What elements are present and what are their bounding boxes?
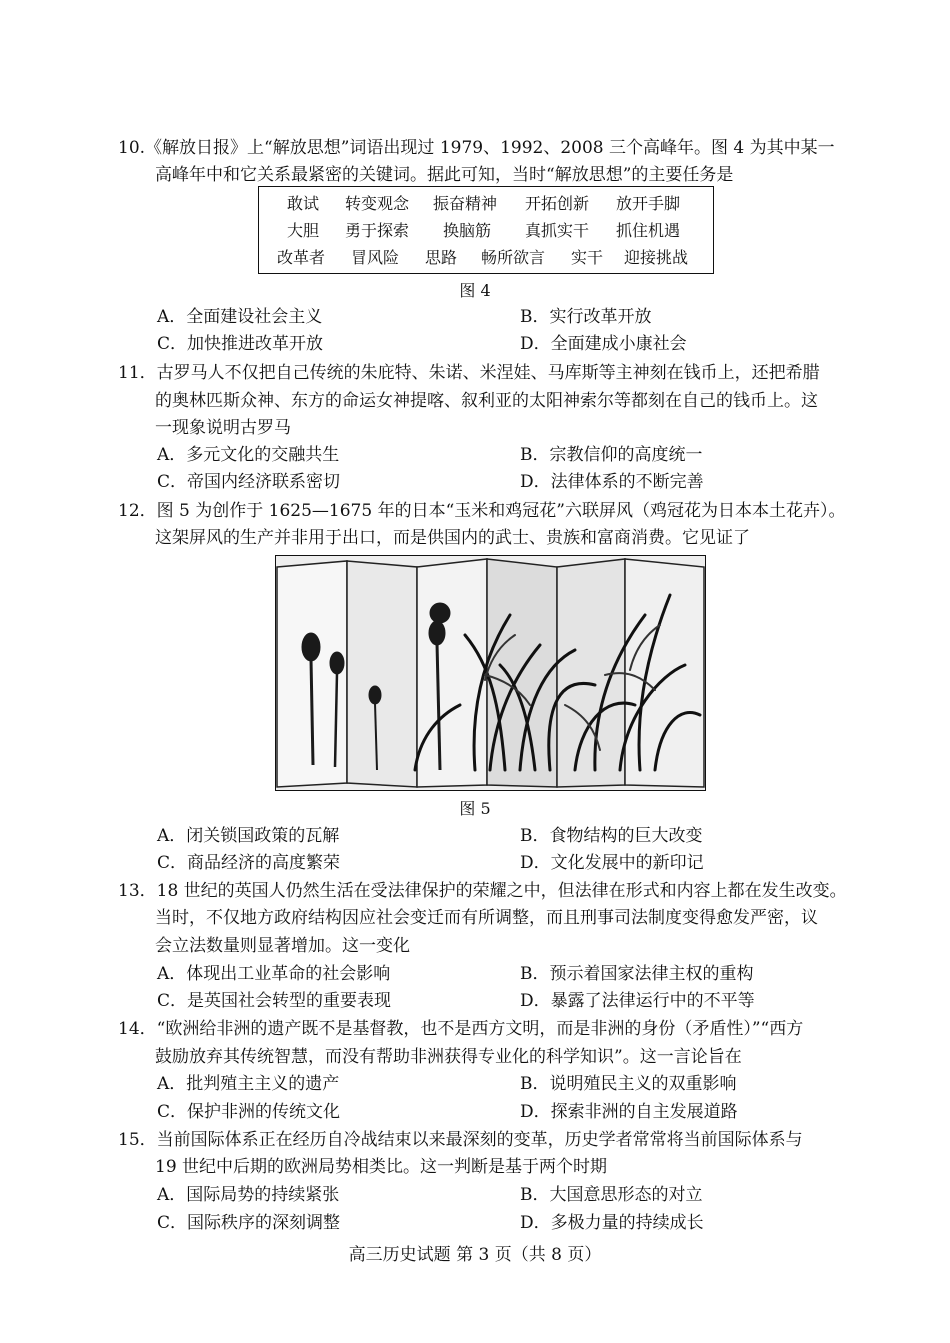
keyword: 大胆 <box>287 221 320 240</box>
figure-4-caption: 图 4 <box>459 281 491 300</box>
q13-stem-line2: 当时，不仅地方政府结构因应社会变迁而有所调整，而且刑事司法制度变得愈发严密，议 <box>155 908 818 928</box>
folding-screen-illustration <box>275 555 706 791</box>
figure-4-keyword-box <box>258 186 714 274</box>
q11-stem-line1: 11．古罗马人不仅把自己传统的朱庇特、朱诺、米涅娃、马库斯等主神刻在钱币上，还把希腊 <box>118 363 820 383</box>
keyword: 抓住机遇 <box>616 221 681 240</box>
keyword-row-2 <box>259 218 715 244</box>
q15-option-c: C．国际秩序的深刻调整 <box>157 1213 341 1233</box>
q11-stem-line2: 的奥林匹斯众神、东方的命运女神提喀、叙利亚的太阳神索尔等都刻在自己的钱币上。这 <box>155 391 818 411</box>
q10-option-c: C．加快推进改革开放 <box>157 334 324 354</box>
q11-option-d: D．法律体系的不断完善 <box>520 472 704 492</box>
q10-option-a: A．全面建设社会主义 <box>157 307 323 327</box>
q14-option-d: D．探索非洲的自主发展道路 <box>520 1102 738 1122</box>
q14-option-a: A．批判殖主主义的遗产 <box>157 1074 340 1094</box>
keyword-row-3 <box>259 245 715 271</box>
keyword: 思路 <box>425 248 458 267</box>
q11-option-c: C．帝国内经济联系密切 <box>157 472 341 492</box>
q13-option-c: C．是英国社会转型的重要表现 <box>157 991 392 1011</box>
keyword: 实干 <box>571 248 604 267</box>
keyword: 迎接挑战 <box>624 248 689 267</box>
q11-stem-line3: 一现象说明古罗马 <box>155 418 291 438</box>
q14-stem-line1: 14．“欧洲给非洲的遗产既不是基督教，也不是西方文明，而是非洲的身份（矛盾性）”“西方 <box>118 1019 804 1039</box>
folding-screen-image <box>275 555 706 791</box>
q11-option-b: B．宗教信仰的高度统一 <box>520 445 703 465</box>
keyword-row-1 <box>259 191 715 217</box>
q15-option-d: D．多极力量的持续成长 <box>520 1213 704 1233</box>
keyword: 敢试 <box>287 194 320 213</box>
keyword: 冒风险 <box>351 248 400 267</box>
q15-stem-line2: 19 世纪中后期的欧洲局势相类比。这一判断是基于两个时期 <box>155 1157 608 1177</box>
q10-option-d: D．全面建成小康社会 <box>520 334 687 354</box>
q11-option-a: A．多元文化的交融共生 <box>157 445 340 465</box>
q15-option-b: B．大国意思形态的对立 <box>520 1185 703 1205</box>
q15-stem-line1: 15．当前国际体系正在经历自冷战结束以来最深刻的变革，历史学者常常将当前国际体系与 <box>118 1130 803 1150</box>
q12-stem-line1: 12．图 5 为创作于 1625—1675 年的日本“玉米和鸡冠花”六联屏风（鸡冠花为日本本土花卉）。 <box>118 501 846 521</box>
q14-stem-line2: 鼓励放弃其传统智慧，而没有帮助非洲获得专业化的科学知识”。这一言论旨在 <box>155 1047 742 1067</box>
q14-option-b: B．说明殖民主义的双重影响 <box>520 1074 737 1094</box>
q12-stem-line2: 这架屏风的生产并非用于出口，而是供国内的武士、贵族和富商消费。它见证了 <box>155 528 750 548</box>
q14-option-c: C．保护非洲的传统文化 <box>157 1102 341 1122</box>
q13-option-d: D．暴露了法律运行中的不平等 <box>520 991 755 1011</box>
keyword: 转变观念 <box>345 194 410 213</box>
q13-stem-line3: 会立法数量则显著增加。这一变化 <box>155 936 410 956</box>
keyword: 勇于探索 <box>345 221 410 240</box>
q12-option-a: A．闭关锁国政策的瓦解 <box>157 826 340 846</box>
q10-option-b: B．实行改革开放 <box>520 307 652 327</box>
keyword: 真抓实干 <box>525 221 590 240</box>
keyword: 振奋精神 <box>433 194 498 213</box>
keyword: 改革者 <box>277 248 326 267</box>
q12-option-b: B．食物结构的巨大改变 <box>520 826 703 846</box>
keyword: 开拓创新 <box>525 194 590 213</box>
q10-stem-line1: 10.《解放日报》上“解放思想”词语出现过 1979、1992、2008 三个高峰年。图 4 为其中某一 <box>118 138 835 158</box>
q12-option-d: D．文化发展中的新印记 <box>520 853 704 873</box>
q10-stem-line2: 高峰年中和它关系最紧密的关键词。据此可知，当时“解放思想”的主要任务是 <box>155 165 734 185</box>
q12-option-c: C．商品经济的高度繁荣 <box>157 853 341 873</box>
figure-5-caption: 图 5 <box>459 799 491 818</box>
q13-option-b: B．预示着国家法律主权的重构 <box>520 964 754 984</box>
keyword: 畅所欲言 <box>481 248 546 267</box>
keyword: 换脑筋 <box>443 221 492 240</box>
keyword: 放开手脚 <box>616 194 681 213</box>
page-footer: 高三历史试题 第 3 页（共 8 页） <box>348 1245 602 1265</box>
q13-option-a: A．体现出工业革命的社会影响 <box>157 964 391 984</box>
q13-stem-line1: 13．18 世纪的英国人仍然生活在受法律保护的荣耀之中，但法律在形式和内容上都在发生改变。 <box>118 881 847 901</box>
q15-option-a: A．国际局势的持续紧张 <box>157 1185 340 1205</box>
